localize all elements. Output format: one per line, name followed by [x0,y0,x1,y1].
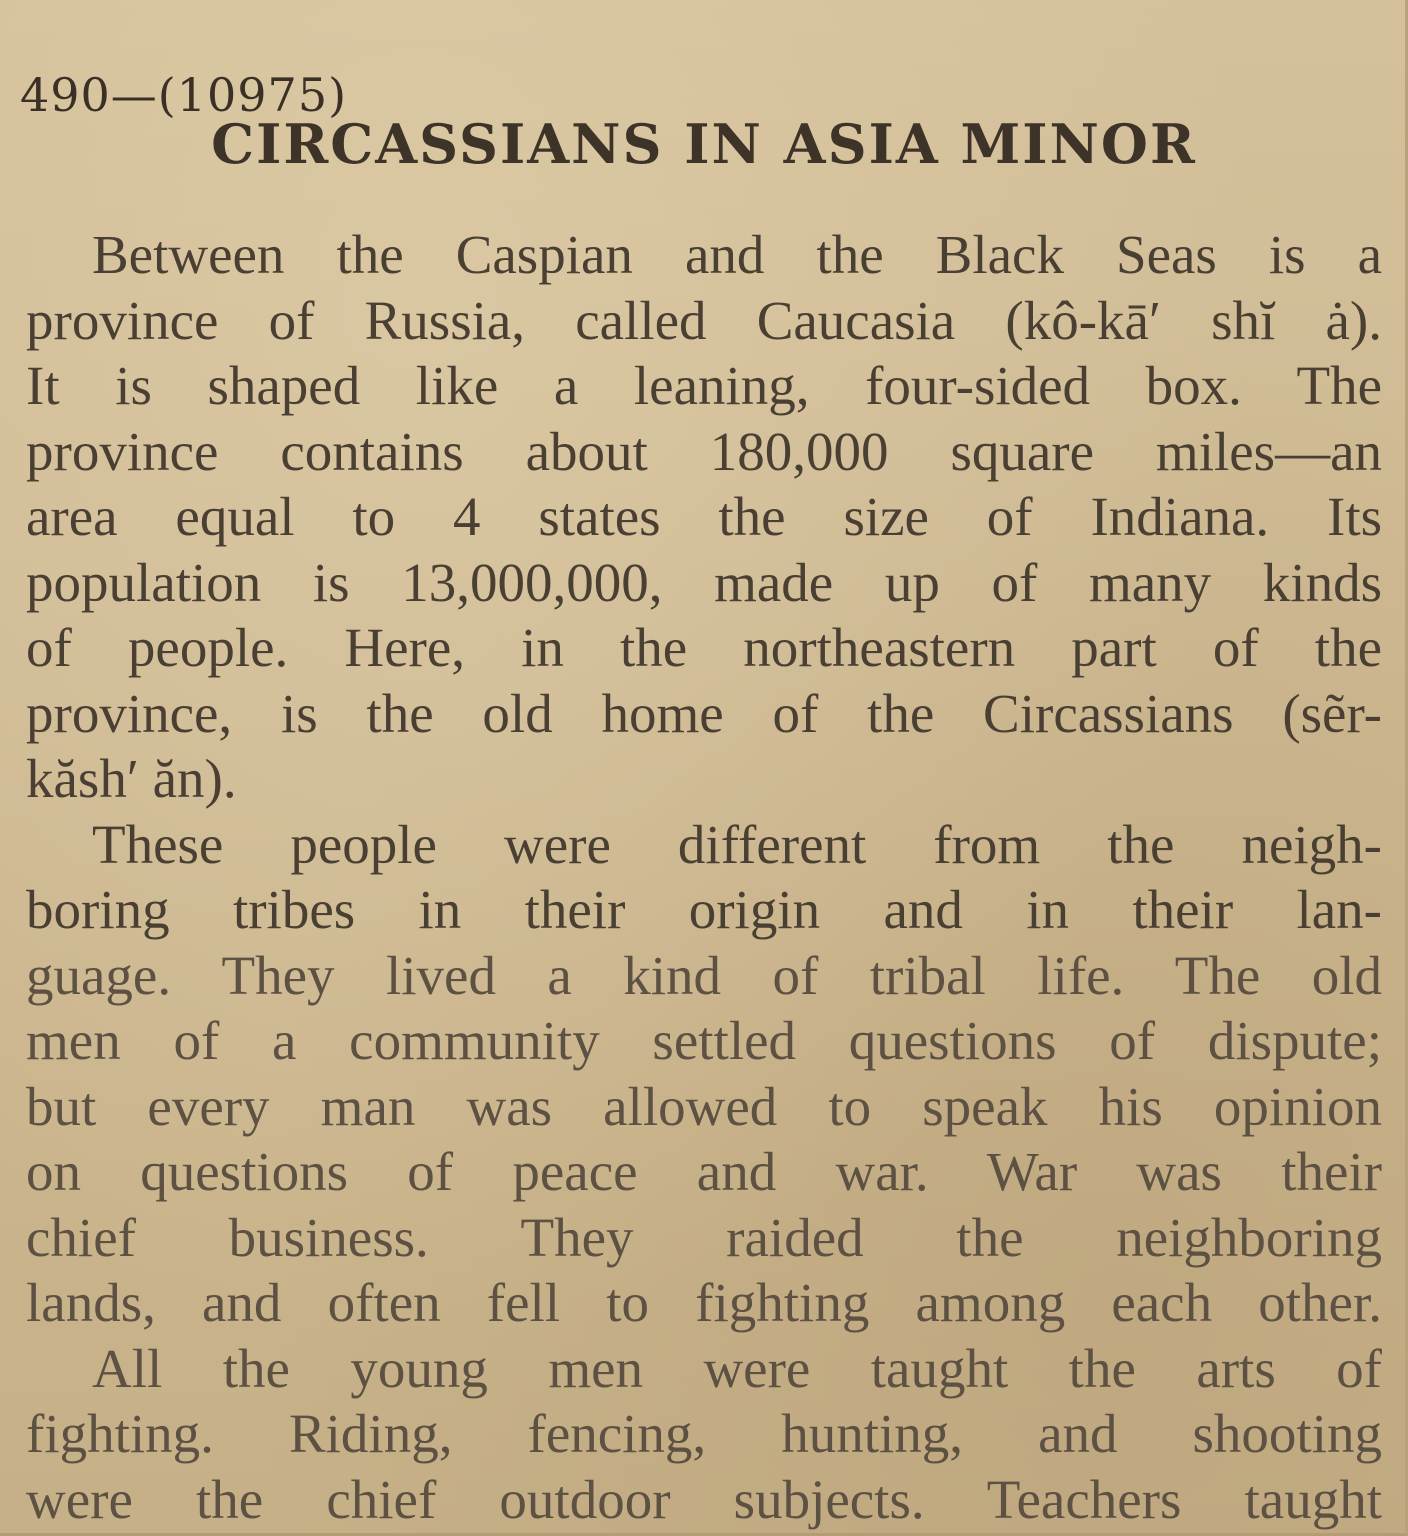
text-line: province, is the old home of the Circassians (sẽr- [26,682,1382,744]
card-number: 490—(10975) [20,68,348,122]
text-line: All the young men were taught the arts of [92,1337,1382,1399]
text-line: boring tribes in their origin and in their lan- [26,879,1382,940]
text-line: fighting. Riding, fencing, hunting, and shooting [26,1403,1382,1464]
text-line: of people. Here, in the northeastern part of the [26,617,1382,678]
text-line: lands, and often fell to fighting among each other. [26,1272,1382,1333]
text-line: Between the Caspian and the Black Seas is a [92,224,1382,285]
text-line: population is 13,000,000, made up of many kinds [26,551,1382,613]
text-line: province of Russia, called Caucasia (kô-kā′ shĭ ȧ). [26,289,1382,351]
text-line: province contains about 180,000 square miles—an [26,420,1382,482]
text-line: kăsh′ ăn). [26,748,237,809]
text-line: chief business. They raided the neighboring [26,1206,1382,1268]
text-line: These people were different from the neigh- [92,813,1382,875]
text-line: were the chief outdoor subjects. Teachers taught [26,1468,1382,1530]
description-text [26,222,1382,1532]
text-line: area equal to 4 states the size of Indiana. Its [26,486,1382,547]
text-line: on questions of peace and war. War was their [26,1141,1382,1202]
card-title: CIRCASSIANS IN ASIA MINOR [211,112,1197,176]
text-line: It is shaped like a leaning, four-sided box. The [26,355,1382,416]
text-line: guage. They lived a kind of tribal life. The old [26,944,1382,1006]
text-line: but every man was allowed to speak his opinion [26,1075,1382,1137]
text-line: men of a community settled questions of dispute; [26,1010,1382,1071]
